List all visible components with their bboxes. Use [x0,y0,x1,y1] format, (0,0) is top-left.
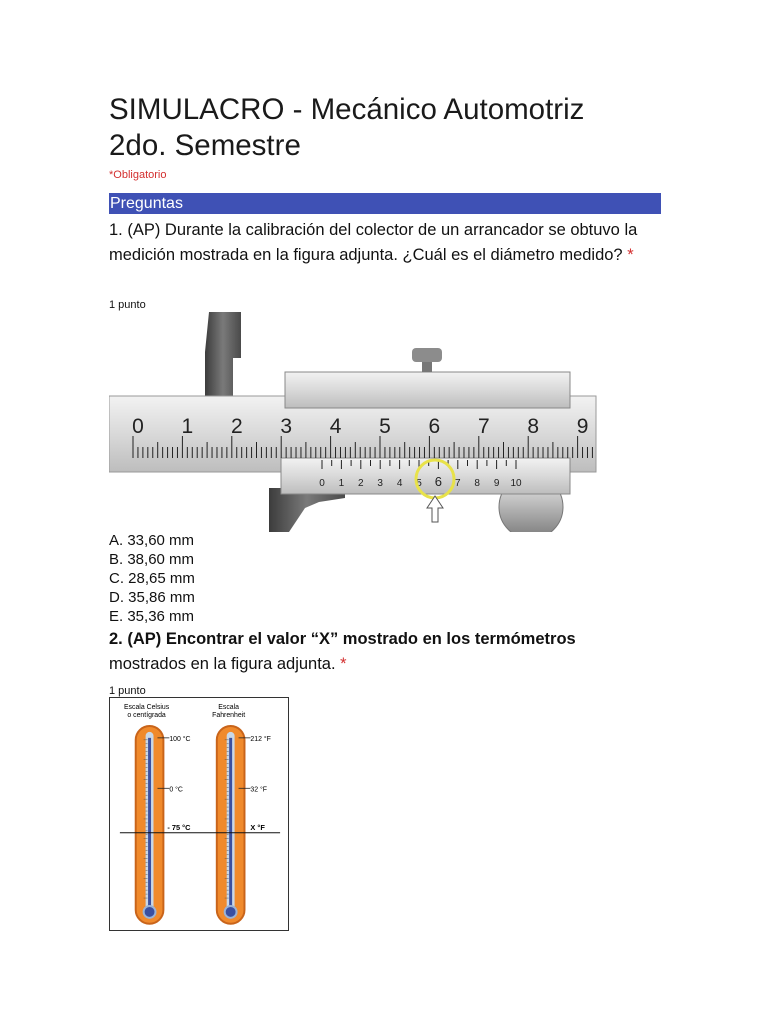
caliper-figure [109,312,599,532]
celsius-bulb [144,906,156,918]
label-minus75c: - 75 °C [167,822,191,832]
main-scale-label: 3 [280,415,293,438]
celsius-title-1: Escala Celsius [123,704,170,712]
main-scale-label: 1 [181,415,194,438]
main-scale-label: 2 [230,415,243,438]
moving-jaw [269,488,345,532]
question-1-options [109,531,195,626]
vernier-label: 7 [455,478,461,489]
question-1-text [109,218,661,268]
main-scale-label: 6 [428,415,441,438]
question-2-label-rest: mostrados en la figura adjunta. [109,655,336,673]
question-1-label: 1. (AP) Durante la calibración del colector de un arrancador se obtuvo la medición mostrada en la figura adjunta. ¿Cuál es el diámetro medido? [109,221,638,264]
fahrenheit-bulb [225,906,237,918]
thermometer-figure [109,697,289,931]
question-2-label: 2. (AP) Encontrar el valor “X” mostrado en los termómetros [109,630,576,648]
required-star: * [627,246,634,264]
main-scale-label: 7 [477,415,490,438]
vernier-label: 2 [358,478,364,489]
fahrenheit-title-1: Escala [218,704,240,712]
vernier-label: 0 [319,478,325,489]
option-a[interactable]: A. 33,60 mm [109,532,195,549]
fixed-jaw [205,312,241,396]
vernier-label: 6 [434,474,443,489]
required-note: *Obligatorio [109,169,167,181]
label-0c: 0 °C [169,786,183,794]
vernier-label: 4 [396,478,403,489]
vernier-label: 8 [474,478,480,489]
label-32f: 32 °F [250,786,268,794]
main-scale-label: 5 [379,415,391,438]
label-xf: X °F [250,822,265,832]
question-1-points: 1 punto [109,299,146,311]
main-scale-label: 4 [329,415,342,438]
vernier-label: 3 [377,478,383,489]
vernier-label: 10 [510,478,522,489]
vernier-label: 1 [338,478,345,489]
option-e[interactable]: E. 35,36 mm [109,608,195,625]
form-title [109,92,669,164]
label-212f: 212 °F [250,735,271,743]
option-c[interactable]: C. 28,65 mm [109,570,195,587]
section-header: Preguntas [109,193,661,214]
form-title-line1: SIMULACRO - Mecánico Automotriz [109,93,585,126]
fahrenheit-title-2: Fahrenheit [212,712,246,720]
question-2-points: 1 punto [109,685,146,697]
label-100c: 100 °C [169,735,191,743]
question-2-text [109,627,669,677]
main-scale-label: 8 [527,415,540,438]
lock-screw [412,348,442,362]
vernier-label: 5 [416,478,422,489]
slider-top [285,372,570,408]
main-scale-label: 0 [132,415,144,438]
vernier-label: 9 [493,478,500,489]
main-scale-label: 9 [576,415,589,438]
required-star-2: * [340,655,347,673]
option-b[interactable]: B. 38,60 mm [109,551,195,568]
form-title-line2: 2do. Semestre [109,129,301,162]
option-d[interactable]: D. 35,86 mm [109,589,195,606]
celsius-title-2: o centígrada [127,712,166,720]
pointer-arrow [427,496,443,522]
